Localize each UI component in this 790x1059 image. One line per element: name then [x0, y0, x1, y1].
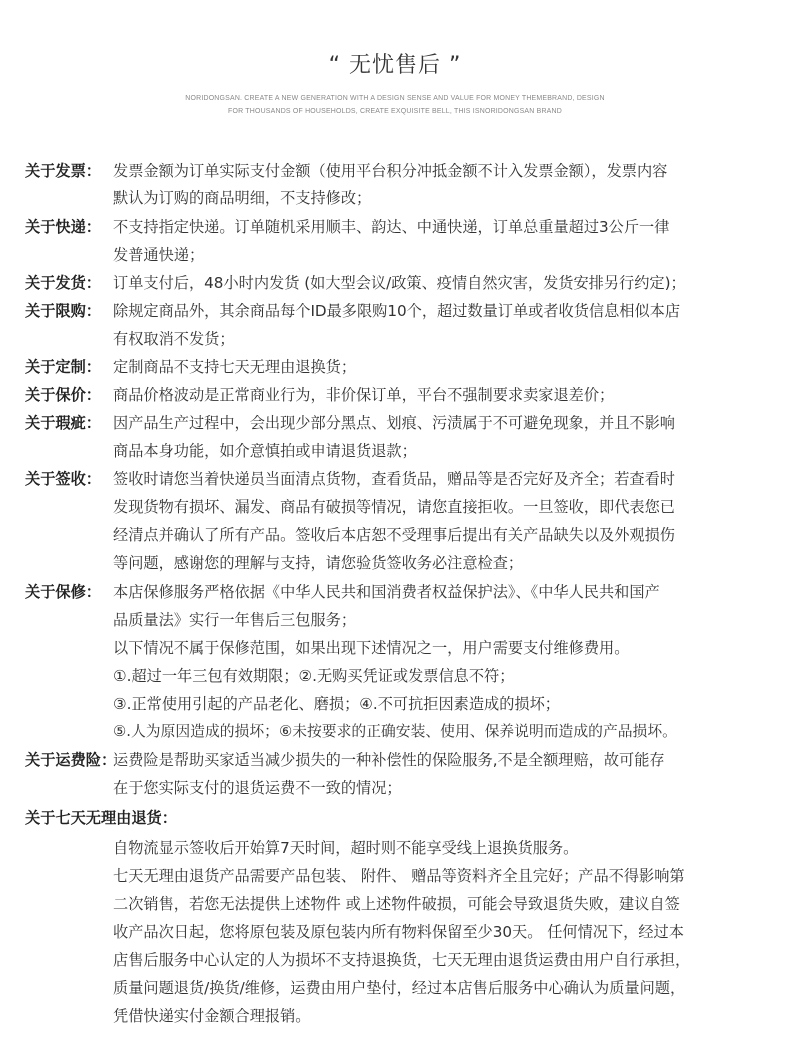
section-label-invoice: 关于发票： [25, 162, 101, 180]
section-text-defects: 商品本身功能，如介意慎拍或申请退货退款； [113, 442, 417, 460]
section-text-defects: 因产品生产过程中，会出现少部分黑点、划痕、污渍属于不可避免现象，并且不影响 [113, 414, 675, 432]
section-text-warranty: 以下情况不属于保修范围，如果出现下述情况之一，用户需要支付维修费用。 [113, 639, 630, 657]
section-label-defects: 关于瑕疵： [25, 414, 101, 432]
section-label-seven-day-return: 关于七天无理由退货： [25, 809, 177, 827]
section-text-freight-insurance: 运费险是帮助买家适当减少损失的一种补偿性的保险服务,不是全额理赔，故可能存 [113, 751, 665, 769]
brand-slogan-line-2: FOR THOUSANDS OF HOUSEHOLDS, CREATE EXQUISITE BELL, THIS ISNORIDONGSAN BRAND [228, 108, 562, 115]
section-text-freight-insurance: 在于您实际支付的退货运费不一致的情况； [113, 779, 402, 797]
section-label-sign-for: 关于签收： [25, 470, 101, 488]
section-text-seven-day-return: 质量问题退货/换货/维修，运费由用户垫付，经过本店售后服务中心确认为质量问题， [113, 979, 686, 997]
section-text-invoice: 默认为订购的商品明细，不支持修改； [113, 189, 372, 207]
section-text-express: 不支持指定快递。订单随机采用顺丰、韵达、中通快递，订单总重量超过3公斤一律 [113, 218, 670, 236]
section-text-purchase-limit: 有权取消不发货； [113, 330, 235, 348]
section-text-sign-for: 等问题，感谢您的理解与支持，请您验货签收务必注意检查； [113, 554, 524, 572]
section-text-warranty: 品质量法》实行一年售后三包服务； [113, 611, 356, 629]
section-text-seven-day-return: 七天无理由退货产品需要产品包装、 附件、 赠品等资料齐全且完好；产品不得影响第 [113, 867, 685, 885]
section-text-warranty: 本店保修服务严格依据《中华人民共和国消费者权益保护法》、《中华人民共和国产 [113, 583, 660, 601]
section-label-custom: 关于定制： [25, 358, 101, 376]
section-text-custom: 定制商品不支持七天无理由退换货； [113, 358, 356, 376]
section-label-express: 关于快递： [25, 218, 101, 236]
section-text-sign-for: 签收时请您当着快递员当面清点货物，查看货品，赠品等是否完好及齐全；若查看时 [113, 470, 675, 488]
section-text-warranty: ③.正常使用引起的产品老化、磨损；④.不可抗拒因素造成的损坏； [113, 695, 560, 713]
page-title: “ 无忧售后 ” [328, 53, 462, 78]
section-label-freight-insurance: 关于运费险： [25, 751, 117, 769]
section-text-seven-day-return: 店售后服务中心认定的人为损坏不支持退换货，七天无理由退货运费由用户自行承担， [113, 951, 691, 969]
section-text-seven-day-return: 凭借快递实付金额合理报销。 [113, 1007, 311, 1025]
brand-slogan-line-1: NORIDONGSAN. CREATE A NEW GENERATION WITH A DESIGN SENSE AND VALUE FOR MONEY THEMEBRAND, DESIGN [185, 95, 605, 102]
section-text-invoice: 发票金额为订单实际支付金额（使用平台积分冲抵金额不计入发票金额），发票内容 [113, 162, 668, 180]
section-text-warranty: ①.超过一年三包有效期限；②.无购买凭证或发票信息不符； [113, 667, 515, 685]
section-label-warranty: 关于保修： [25, 583, 101, 601]
section-text-sign-for: 经清点并确认了所有产品。签收后本店恕不受理事后提出有关产品缺失以及外观损伤 [113, 526, 675, 544]
section-text-purchase-limit: 除规定商品外，其余商品每个ID最多限购10个，超过数量订单或者收货信息相似本店 [113, 302, 681, 320]
section-text-warranty: ⑤.人为原因造成的损坏；⑥未按要求的正确安装、使用、保养说明而造成的产品损坏。 [113, 723, 677, 740]
section-text-price-protection: 商品价格波动是正常商业行为，非价保订单，平台不强制要求卖家退差价； [113, 386, 615, 404]
section-text-express: 发普通快递； [113, 246, 205, 264]
section-text-seven-day-return: 收产品次日起，您将原包装及原包装内所有物料保留至少30天。 任何情况下，经过本 [113, 923, 684, 941]
section-text-shipping: 订单支付后，48小时内发货 (如大型会议/政策、疫情自然灾害，发货安排另行约定)； [113, 274, 686, 292]
section-text-seven-day-return: 二次销售，若您无法提供上述物件 或上述物件破损，可能会导致退货失败，建议自签 [113, 895, 680, 913]
section-label-purchase-limit: 关于限购： [25, 302, 101, 320]
section-text-sign-for: 发现货物有损坏、漏发、商品有破损等情况，请您直接拒收。一旦签收，即代表您已 [113, 498, 675, 516]
section-label-shipping: 关于发货： [25, 274, 101, 292]
section-label-price-protection: 关于保价： [25, 386, 101, 404]
section-text-seven-day-return: 自物流显示签收后开始算7天时间，超时则不能享受线上退换货服务。 [113, 839, 579, 857]
